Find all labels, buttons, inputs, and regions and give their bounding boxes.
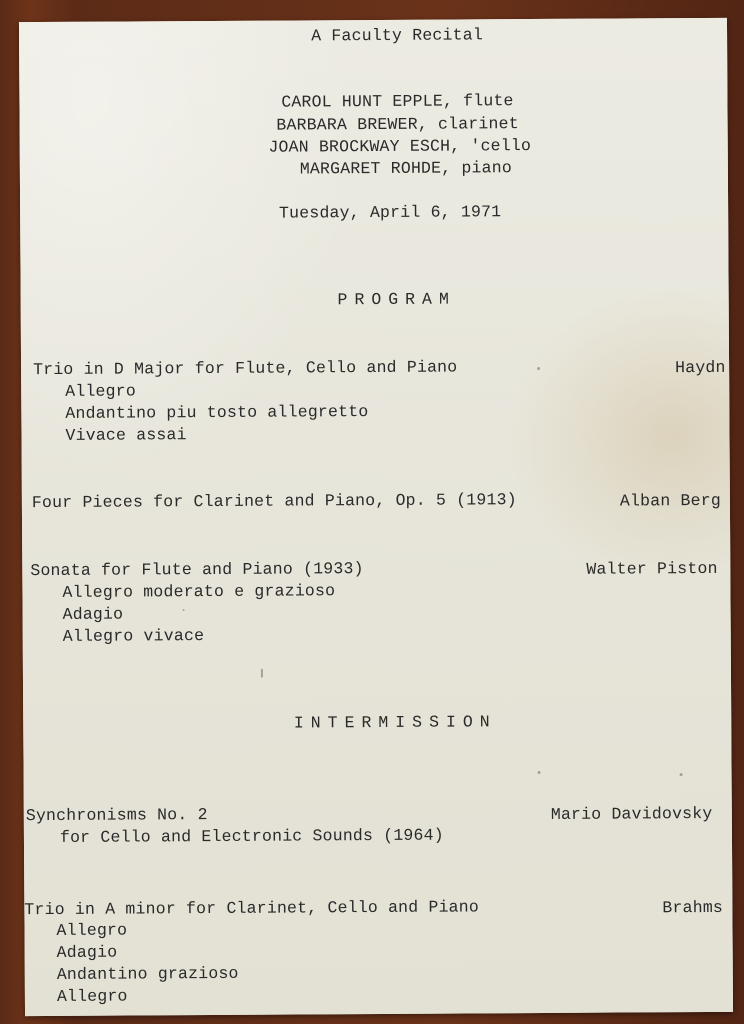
performer-line: JOAN BROCKWAY ESCH, 'cello (268, 136, 532, 157)
recital-title: A Faculty Recital (311, 25, 483, 46)
paper-speck (261, 669, 263, 678)
work-title: Sonata for Flute and Piano (1933) (30, 559, 364, 581)
movement: Allegro moderato e grazioso (62, 581, 336, 602)
performer-line: BARBARA BREWER, clarinet (276, 114, 519, 135)
work-title: Trio in A minor for Clarinet, Cello and Piano (24, 897, 480, 920)
program-heading: PROGRAM (337, 289, 456, 310)
work-composer: Brahms (662, 897, 724, 918)
movement: Allegro (56, 986, 128, 1006)
work-composer: Alban Berg (619, 490, 721, 511)
paper-speck (538, 771, 541, 774)
movement: Andantino piu tosto allegretto (65, 402, 369, 423)
paper-speck (680, 773, 683, 776)
work-title: Trio in D Major for Flute, Cello and Piano (33, 357, 458, 380)
work-composer: Walter Piston (586, 558, 718, 579)
work-composer: Haydn (675, 357, 726, 378)
intermission-heading: INTERMISSION (293, 712, 497, 733)
work-title: Synchronisms No. 2 (25, 805, 208, 826)
performer-line: MARGARET ROHDE, piano (299, 158, 512, 179)
work-composer: Mario Davidovsky (550, 803, 713, 824)
performer-line: CAROL HUNT EPPLE, flute (281, 91, 514, 112)
movement: Allegro vivace (62, 626, 205, 646)
movement: Allegro (56, 920, 128, 940)
movement: Allegro (65, 381, 137, 401)
paper-speck (537, 367, 540, 370)
paper-speck (183, 609, 185, 611)
work-title: Four Pieces for Clarinet and Piano, Op. 5 (1913) (31, 490, 517, 513)
movement: Adagio (56, 942, 118, 962)
movement: Adagio (62, 604, 124, 624)
movement: Vivace assai (65, 425, 187, 445)
movement: Andantino grazioso (56, 963, 239, 984)
movement: for Cello and Electronic Sounds (1964) (59, 825, 444, 847)
recital-program-sheet (19, 18, 733, 1016)
recital-date: Tuesday, April 6, 1971 (278, 202, 502, 223)
